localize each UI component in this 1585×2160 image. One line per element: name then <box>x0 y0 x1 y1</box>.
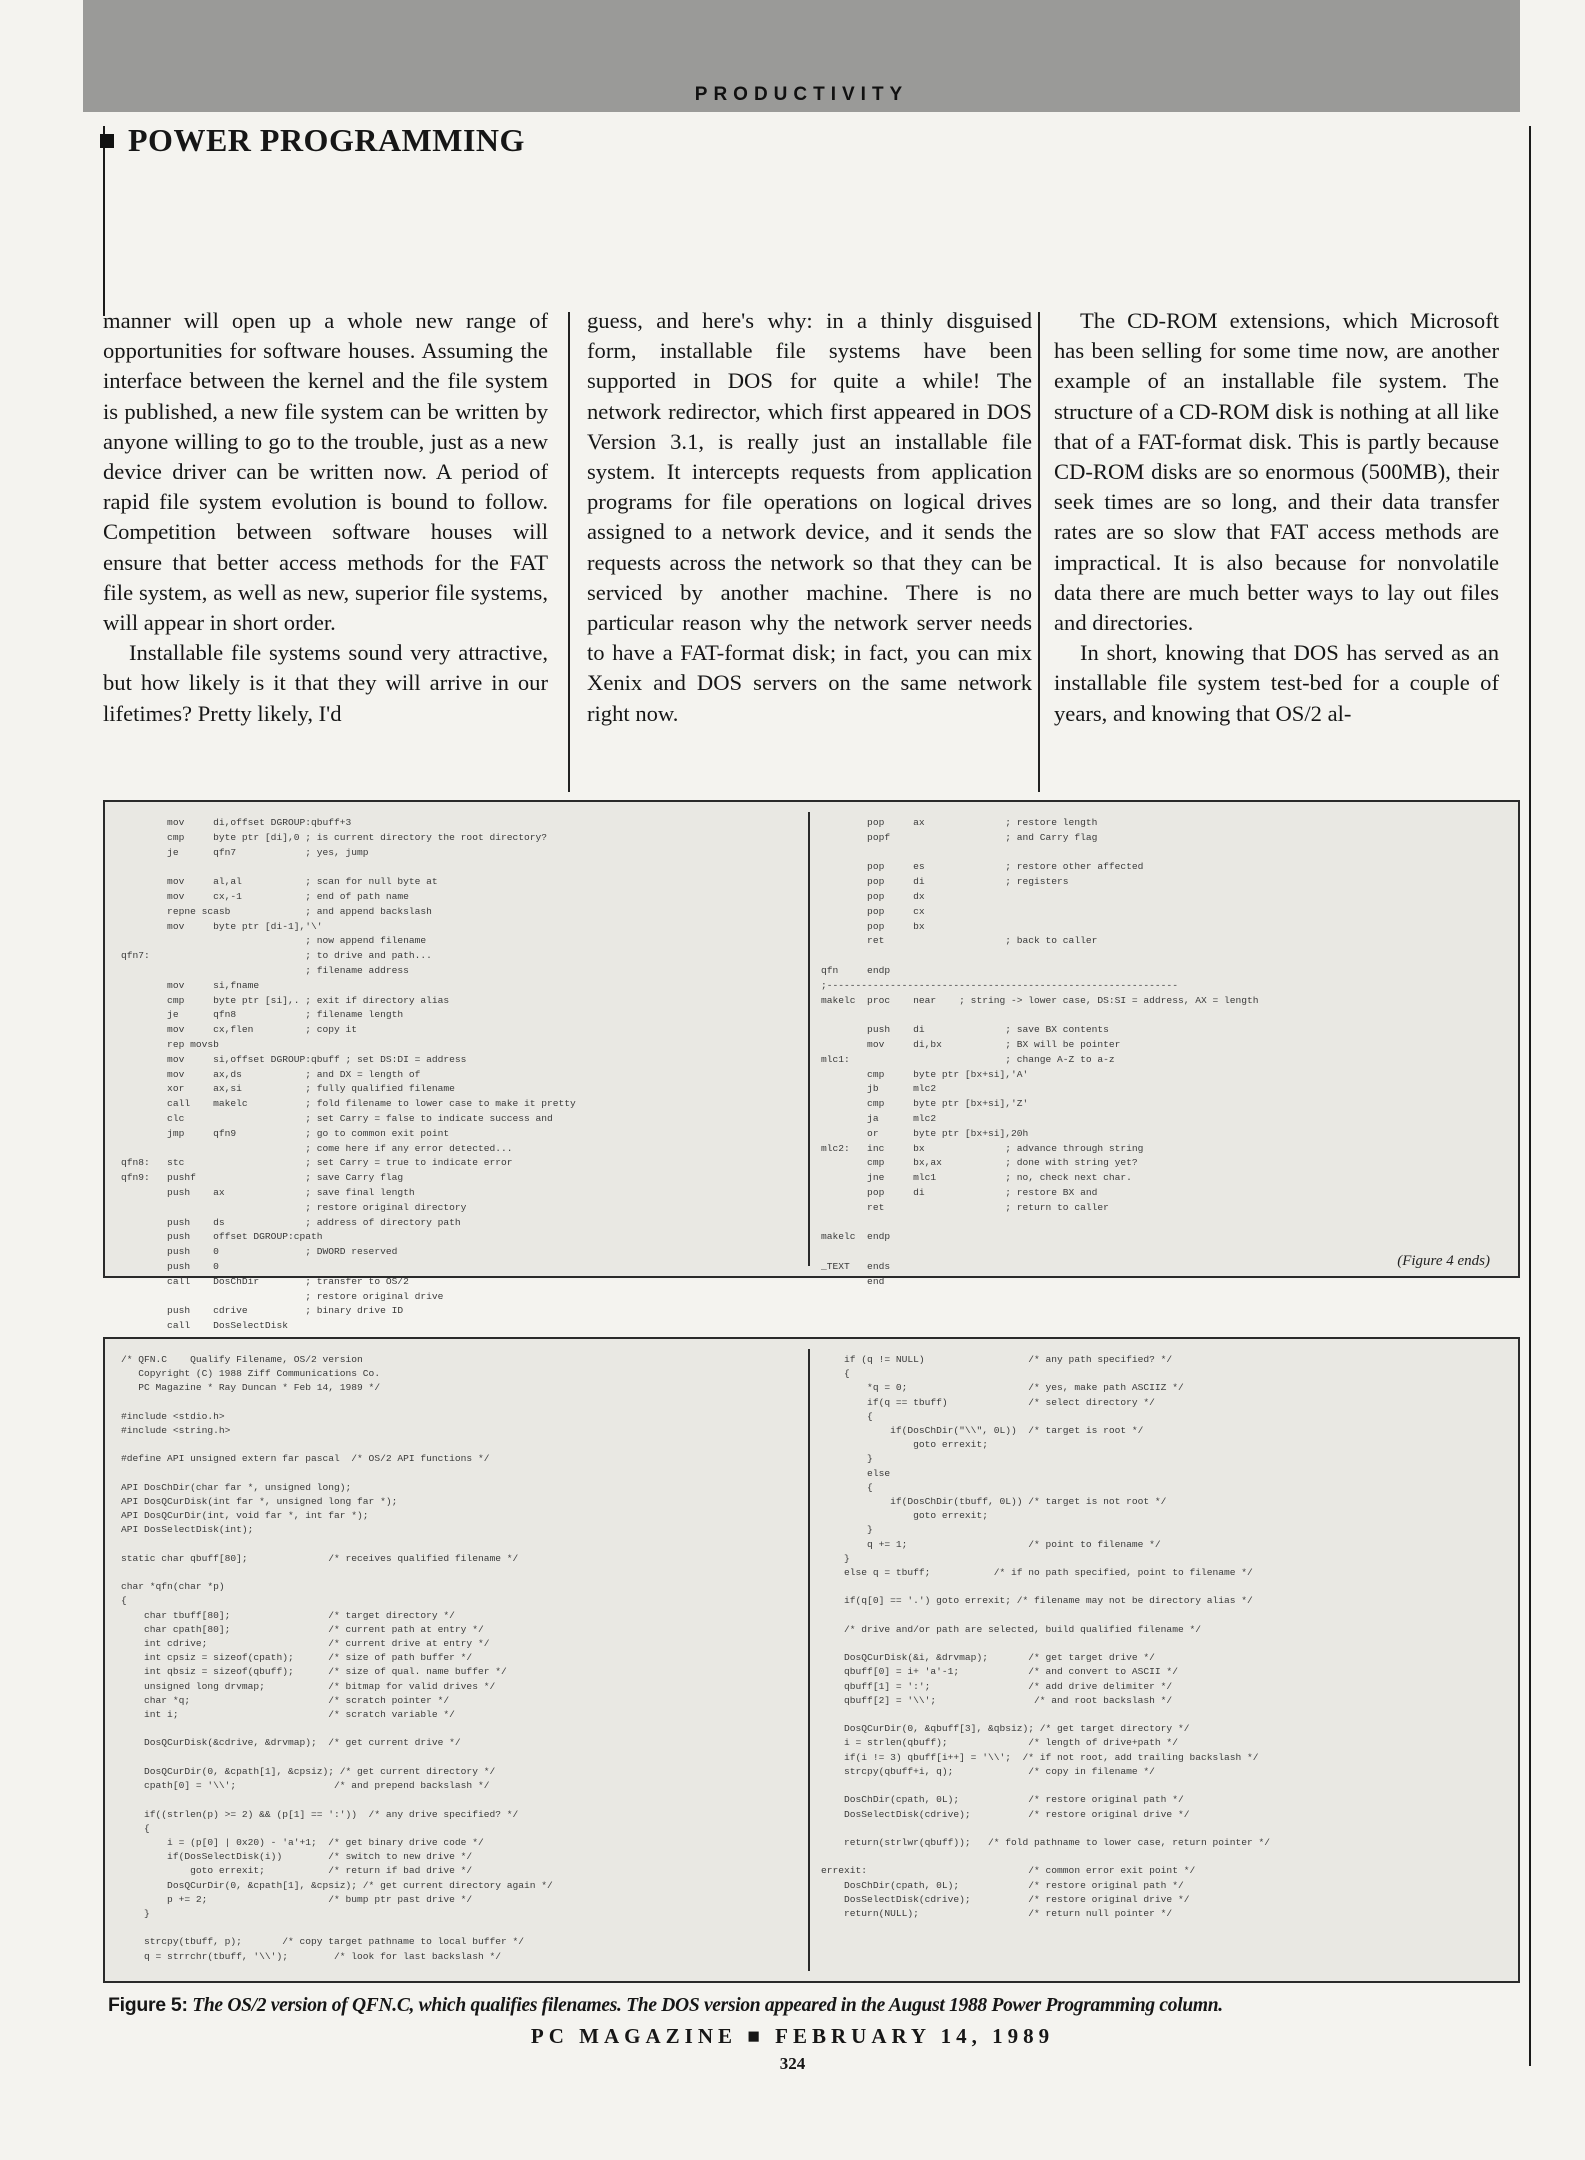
paragraph: Installable file systems sound very attractive, but how likely is it that they will arrive in our lifetimes? Pretty likely, I'd <box>103 640 548 726</box>
figure-5-right-pane <box>821 1353 1507 1967</box>
paragraph: manner will open up a whole new range of opportunities for software houses. Assuming the interface between the kernel and the file system is published, a new file system can be written by anyone willing to go to the trouble, just as a new device driver can be written now. A period of rapid file system evolution is bound to follow. Competition between software houses will ensure that better access methods for the FAT file system, as well as new, superior file systems, will appear in short order. <box>103 308 548 636</box>
column-title-text: POWER PROGRAMMING <box>128 122 525 158</box>
figure-divider <box>808 812 810 1266</box>
column-divider <box>568 312 570 792</box>
footer-publication: PC MAGAZINE ■ FEBRUARY 14, 1989 <box>530 2024 1055 2048</box>
figure-4-left-pane <box>121 816 801 1332</box>
caption-text: The OS/2 version of QFN.C, which qualifies filenames. The DOS version appeared in the August 1988 Power Programming column. <box>187 1995 1223 2016</box>
text-column-1 <box>103 306 548 729</box>
text-column-3 <box>1054 306 1499 729</box>
section-header-band <box>83 0 1520 112</box>
code-block: pop ax ; restore length popf ; and Carry flag pop es ; restore other affected pop di ; registers pop dx pop cx pop bx ret ; back to caller qfn endp ;------------------------------------------------------------- makelc proc near ; string -> lower case, DS:SI = address, AX = length push di ; save BX contents mov di,bx ; BX will be pointer mlc1: ; change A-Z to a-z cmp byte ptr [bx+si],'A' jb mlc2 cmp byte ptr [bx+si],'Z' ja mlc2 or byte ptr [bx+si],20h mlc2: inc bx ; advance through string cmp bx,ax ; done with string yet? jne mlc1 ; no, check next char. pop di ; restore BX and ret ; return to caller makelc endp _TEXT ends end <box>821 817 1259 1287</box>
paragraph: The CD-ROM extensions, which Microsoft has been selling for some time now, are another example of an installable file system. The structure of a CD-ROM disk is nothing at all like that of a FAT-format disk. This is partly because CD-ROM disks are so enormous (500MB), their seek times are so long, and their data transfer rates are so slow that FAT access methods are impractical. It is also because for nonvolatile data there are much better ways to lay out files and directories. <box>1054 308 1499 636</box>
figure-5-code-listing <box>103 1337 1520 1983</box>
figure-ends-label: (Figure 4 ends) <box>1397 1253 1490 1269</box>
text-column-2 <box>587 306 1032 729</box>
paragraph: In short, knowing that DOS has served as an installable file system test-bed for a couple of years, and knowing that OS/2 al- <box>1054 640 1499 726</box>
bullet-square-icon <box>100 134 114 148</box>
frame-rule-right <box>1529 126 1531 2066</box>
page-number: 324 <box>779 2054 806 2073</box>
column-divider <box>1038 312 1040 792</box>
figure-4-code-listing <box>103 800 1520 1332</box>
figure-5-left-pane <box>121 1353 801 1967</box>
paragraph: guess, and here's why: in a thinly disguised form, installable file systems have been supported in DOS for quite a while! The network redirector, which first appeared in DOS Version 3.1, is really just an installable file system. It intercepts requests from application programs for file operations on logical drives assigned to a network device, and it sends the requests across the network so that they can be serviced by another machine. There is no particular reason why the network server needs to have a FAT-format disk; in fact, you can mix Xenix and DOS servers on the same network right now. <box>587 308 1032 726</box>
figure-divider <box>808 1349 810 1971</box>
caption-label: Figure 5: <box>108 1994 188 2016</box>
figure-5-caption <box>108 1994 1523 2017</box>
section-label: PRODUCTIVITY <box>694 84 909 105</box>
code-block: mov di,offset DGROUP:qbuff+3 cmp byte ptr [di],0 ; is current directory the root directory? je qfn7 ; yes, jump mov al,al ; scan for null byte at mov cx,-1 ; end of path name repne scasb ; and append backslash mov byte ptr [di-1],'\' ; now append filename qfn7: ; to drive and path... ; filename address mov si,fname cmp byte ptr [si],. ; exit if directory alias je qfn8 ; filename length mov cx,flen ; copy it rep movsb mov si,offset DGROUP:qbuff ; set DS:DI = address mov ax,ds ; and DX = length of xor ax,si ; fully qualified filename call makelc ; fold filename to lower case to make it pretty clc ; set Carry = false to indicate success and jmp qfn9 ; go to common exit point ; come here if any error detected... qfn8: stc ; set Carry = true to indicate error qfn9: pushf ; save Carry flag push ax ; save final length ; restore original directory push ds ; address of directory path push offset DGROUP:cpath push 0 ; DWORD reserved push 0 call DosChDir ; transfer to OS/2 ; restore original drive push cdrive ; binary drive ID call DosSelectDisk <box>121 817 576 1332</box>
figure-4-right-pane <box>821 816 1501 1287</box>
column-title <box>100 122 525 159</box>
code-block: /* QFN.C Qualify Filename, OS/2 version Copyright (C) 1988 Ziff Communications Co. PC Magazine * Ray Duncan * Feb 14, 1989 */ #include <stdio.h> #include <string.h> #define API unsigned extern far pascal /* OS/2 API functions */ API DosChDir(char far *, unsigned long); API DosQCurDisk(int far *, unsigned long far *); API DosQCurDir(int, void far *, int far *); API DosSelectDisk(int); static char qbuff[80]; /* receives qualified filename */ char *qfn(char *p) { char tbuff[80]; /* target directory */ char cpath[80]; /* current path at entry */ int cdrive; /* current drive at entry */ int cpsiz = sizeof(cpath); /* size of path buffer */ int qbsiz = sizeof(qbuff); /* size of qual. name buffer */ unsigned long drvmap; /* bitmap for valid drives */ char *q; /* scratch pointer */ int i; /* scratch variable */ DosQCurDisk(&cdrive, &drvmap); /* get current drive */ DosQCurDir(0, &cpath[1], &cpsiz); /* get current directory */ cpath[0] = '\\'; /* and prepend backslash */ if((strlen(p) >= 2) && (p[1] == ':')) /* any drive specified? */ { i = (p[0] | 0x20) - 'a'+1; /* get binary drive code */ if(DosSelectDisk(i)) /* switch to new drive */ goto errexit; /* return if bad drive */ DosQCurDir(0, &cpath[1], &cpsiz); /* get current directory again */ p += 2; /* bump ptr past drive */ } strcpy(tbuff, p); /* copy target pathname to local buffer */ q = strrchr(tbuff, '\\'); /* look for last backslash */ <box>121 1354 553 1962</box>
code-block: if (q != NULL) /* any path specified? */ { *q = 0; /* yes, make path ASCIIZ */ if(q == tbuff) /* select directory */ { if(DosChDir("\\", 0L)) /* target is root */ goto errexit; } else { if(DosChDir(tbuff, 0L)) /* target is not root */ goto errexit; } q += 1; /* point to filename */ } else q = tbuff; /* if no path specified, point to filename */ if(q[0] == '.') goto errexit; /* filename may not be directory alias */ /* drive and/or path are selected, build qualified filename */ DosQCurDisk(&i, &drvmap); /* get target drive */ qbuff[0] = i+ 'a'-1; /* and convert to ASCII */ qbuff[1] = ':'; /* add drive delimiter */ qbuff[2] = '\\'; /* and root backslash */ DosQCurDir(0, &qbuff[3], &qbsiz); /* get target directory */ i = strlen(qbuff); /* length of drive+path */ if(i != 3) qbuff[i++] = '\\'; /* if not root, add trailing backslash */ strcpy(qbuff+i, q); /* copy in filename */ DosChDir(cpath, 0L); /* restore original path */ DosSelectDisk(cdrive); /* restore original drive */ return(strlwr(qbuff)); /* fold pathname to lower case, return pointer */ errexit: /* common error exit point */ DosChDir(cpath, 0L); /* restore original path */ DosSelectDisk(cdrive); /* restore original drive */ return(NULL); /* return null pointer */ <box>821 1354 1271 1919</box>
